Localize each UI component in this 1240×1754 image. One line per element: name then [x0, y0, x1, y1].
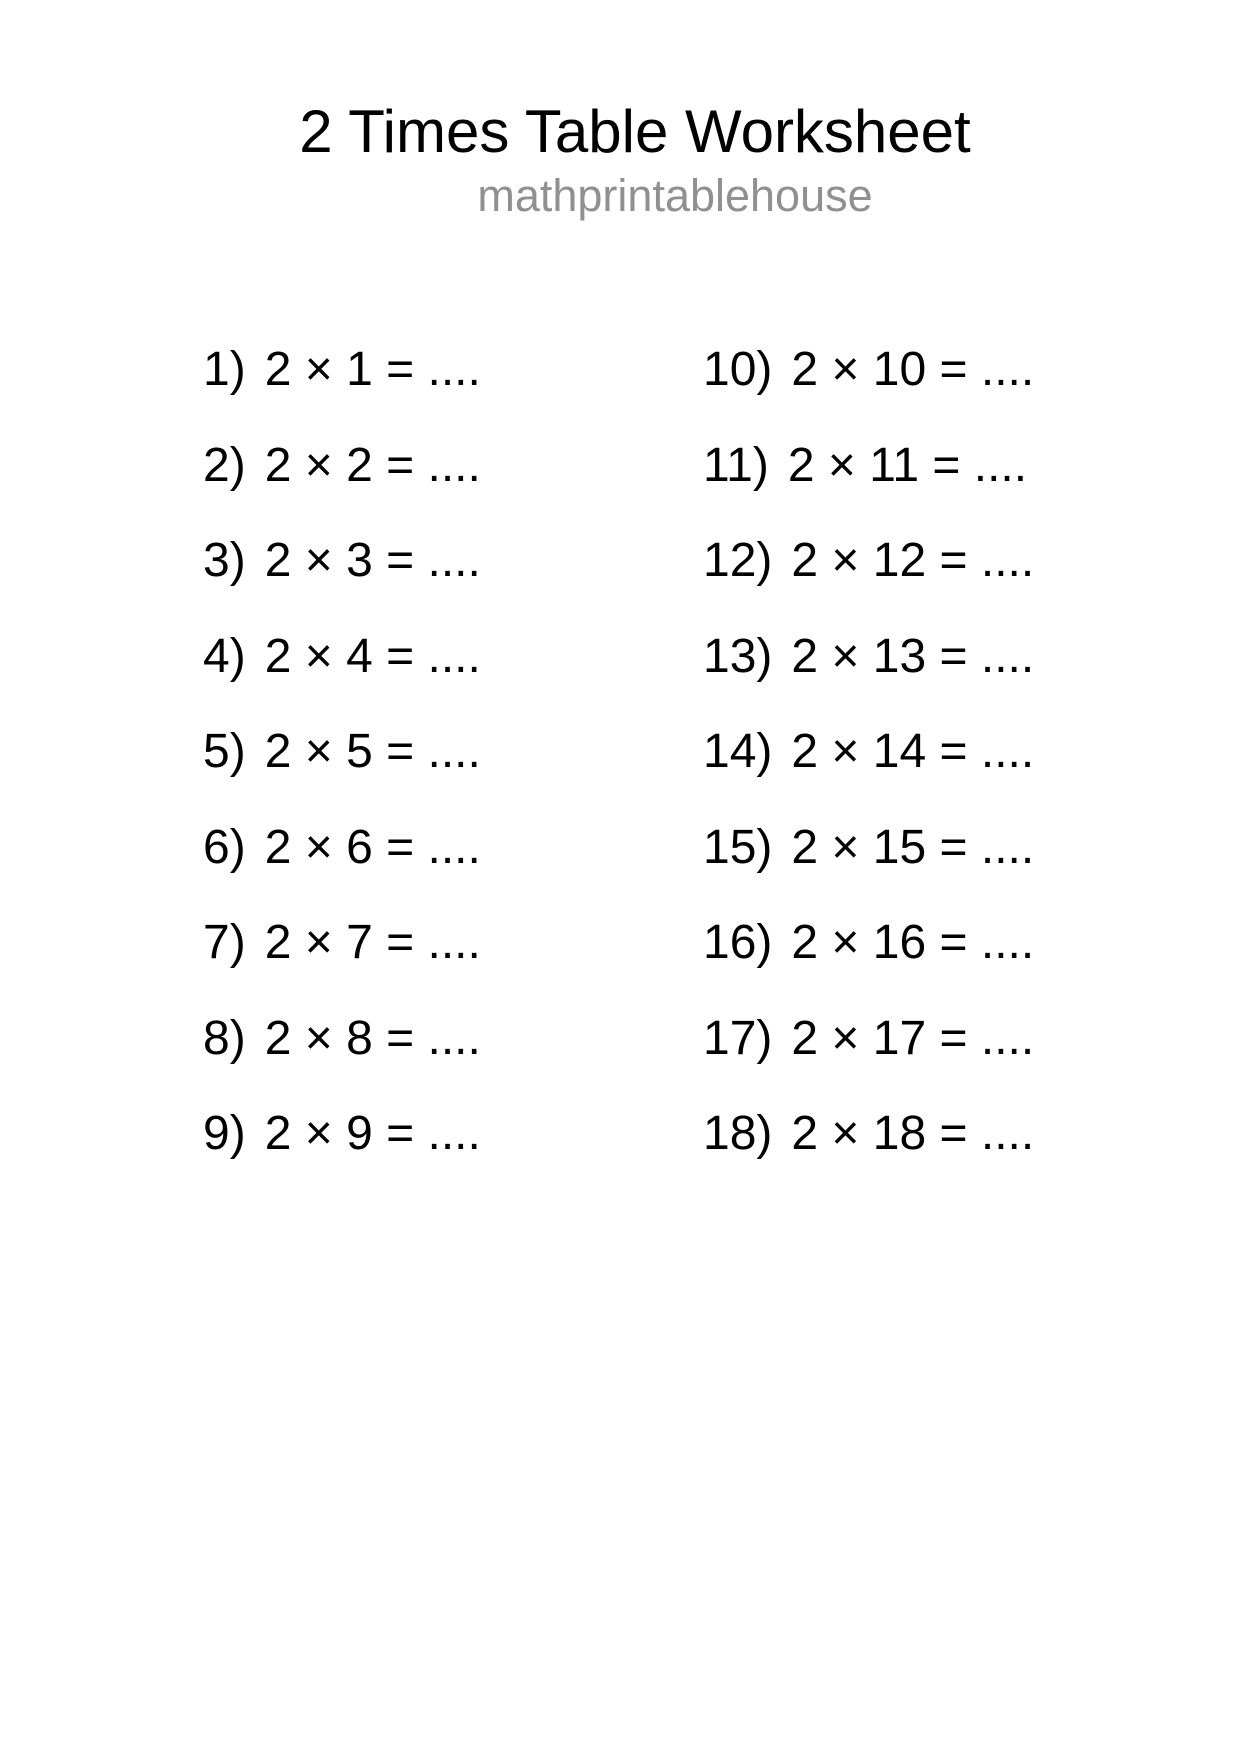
exercise-row [703, 723, 1123, 819]
exercise-row [203, 1010, 703, 1106]
exercise-column-left [203, 341, 703, 1201]
exercise-number: 5) [203, 725, 246, 778]
exercise-number: 8) [203, 1011, 246, 1065]
exercise-row [703, 819, 1123, 915]
exercise-number: 11) [703, 438, 769, 492]
exercise-number: 18) [703, 1107, 773, 1160]
exercise-number: 12) [703, 534, 773, 587]
exercise-row [203, 532, 703, 628]
exercise-number: 3) [203, 534, 246, 587]
exercise-expression: 2 × 15 = .... [791, 820, 1035, 874]
exercise-row [203, 819, 703, 915]
exercise-number: 17) [703, 1011, 773, 1065]
exercise-number: 7) [203, 916, 246, 969]
page-title: 2 Times Table Worksheet [299, 98, 971, 165]
exercise-expression: 2 × 1 = .... [264, 343, 481, 396]
exercise-row [703, 437, 1123, 533]
exercise-column-right [703, 341, 1123, 1201]
exercise-expression: 2 × 12 = .... [791, 534, 1035, 587]
exercise-number: 1) [203, 343, 246, 396]
exercise-row [703, 914, 1123, 1010]
exercise-row [703, 341, 1123, 437]
exercise-number: 4) [203, 629, 246, 683]
exercise-number: 2) [203, 438, 246, 492]
exercise-number: 16) [703, 916, 773, 969]
exercise-number: 10) [703, 343, 773, 396]
exercise-expression: 2 × 3 = .... [264, 534, 481, 587]
exercise-expression: 2 × 8 = .... [264, 1011, 481, 1065]
exercise-row [703, 1105, 1123, 1201]
exercise-expression: 2 × 5 = .... [264, 725, 481, 778]
exercise-row [203, 437, 703, 533]
exercise-expression: 2 × 6 = .... [264, 820, 481, 874]
exercise-row [203, 628, 703, 724]
exercise-expression: 2 × 13 = .... [791, 629, 1035, 683]
exercise-expression: 2 × 10 = .... [791, 343, 1035, 396]
exercise-row [203, 914, 703, 1010]
exercise-expression: 2 × 14 = .... [791, 725, 1035, 778]
exercise-expression: 2 × 16 = .... [791, 916, 1035, 969]
exercise-number: 9) [203, 1107, 246, 1160]
exercise-row [203, 341, 703, 437]
exercise-expression: 2 × 4 = .... [264, 629, 481, 683]
exercise-row [203, 723, 703, 819]
exercise-expression: 2 × 2 = .... [264, 438, 481, 492]
exercise-expression: 2 × 17 = .... [791, 1011, 1035, 1065]
exercise-number: 6) [203, 820, 246, 874]
page-subtitle: mathprintablehouse [477, 170, 873, 221]
exercise-expression: 2 × 7 = .... [264, 916, 481, 969]
exercise-columns [203, 341, 1123, 1201]
exercise-expression: 2 × 9 = .... [264, 1107, 481, 1160]
exercise-row [703, 628, 1123, 724]
exercise-expression: 2 × 11 = .... [787, 438, 1028, 492]
exercise-row [203, 1105, 703, 1201]
exercise-expression: 2 × 18 = .... [791, 1107, 1035, 1160]
exercise-row [703, 532, 1123, 628]
exercise-row [703, 1010, 1123, 1106]
exercise-number: 14) [703, 725, 773, 778]
exercise-number: 15) [703, 820, 773, 874]
exercise-number: 13) [703, 629, 773, 683]
